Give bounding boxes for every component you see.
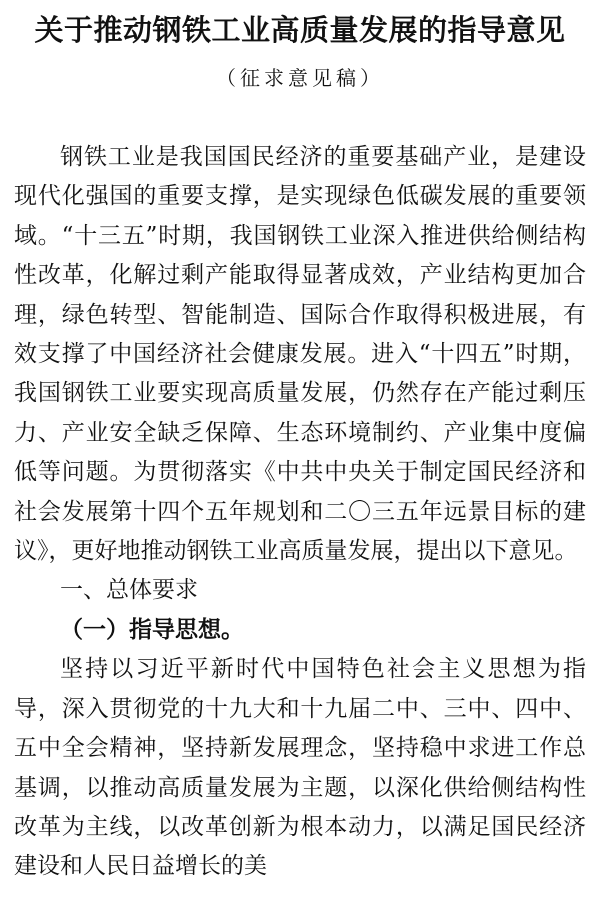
section-heading-general-requirements: 一、总体要求 <box>60 577 198 604</box>
document-subtitle: （征求意见稿） <box>216 66 384 90</box>
paragraph-guiding-ideology: 坚持以习近平新时代中国特色社会主义思想为指导，深入贯彻党的十九大和十九届二中、三中、四中、五中全会精神，坚持新发展理念，坚持稳中求进工作总基调，以推动高质量发展为主题，以深化供给侧结构性改革为主线，以改革创新为根本动力，以满足国民经济建设和人民日益增长的美 <box>14 656 586 880</box>
paragraph-intro: 钢铁工业是我国国民经济的重要基础产业，是建设现代化强国的重要支撑，是实现绿色低碳发展的重要领域。“十三五”时期，我国钢铁工业深入推进供给侧结构性改革，化解过剩产能取得显著成效，产业结构更加合理，绿色转型、智能制造、国际合作取得积极进展，有效支撑了中国经济社会健康发展。进入“十四五”时期，我国钢铁工业要实现高质量发展，仍然存在产能过剩压力、产业安全缺乏保障、生态环境制约、产业集中度偏低等问题。为贯彻落实《中共中央关于制定国民经济和社会发展第十四个五年规划和二〇三五年远景目标的建议》，更好地推动钢铁工业高质量发展，提出以下意见。 <box>14 144 586 565</box>
subsection-heading-guiding-ideology: （一）指导思想。 <box>60 616 244 643</box>
document-body <box>14 138 586 887</box>
document-title: 关于推动钢铁工业高质量发展的指导意见 <box>34 13 566 47</box>
